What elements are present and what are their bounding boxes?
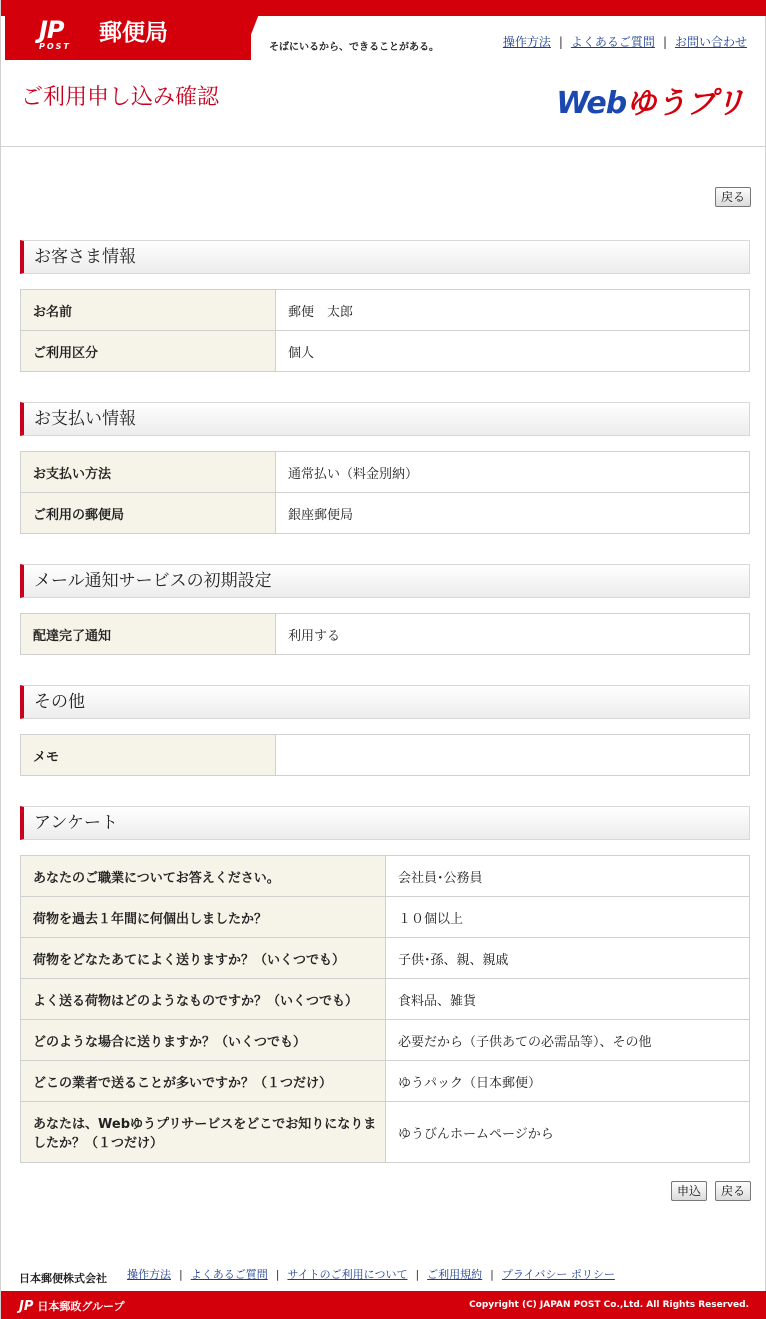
table-row xyxy=(21,938,750,979)
table-row xyxy=(21,856,750,897)
group-name: 日本郵政グループ xyxy=(37,1300,125,1313)
row-label: あなたのご職業についてお答えください。 xyxy=(21,856,386,897)
row-value: 通常払い（料金別納） xyxy=(276,452,750,493)
separator: | xyxy=(275,1268,280,1281)
table-row xyxy=(21,1020,750,1061)
row-label: 配達完了通知 xyxy=(21,614,276,655)
copyright: Copyright (C) JAPAN POST Co.,Ltd. All Rights Reserved. xyxy=(469,1300,749,1310)
table-row xyxy=(21,493,750,534)
mail-table xyxy=(20,613,750,655)
back-button-bottom[interactable]: 戻る xyxy=(715,1181,751,1201)
tagline: そばにいるから、できることがある。 xyxy=(269,42,439,53)
row-value: 個人 xyxy=(276,331,750,372)
separator: | xyxy=(558,35,563,49)
separator: | xyxy=(179,1268,183,1281)
row-label: 荷物をどなたあてによく送りますか？（いくつでも） xyxy=(21,938,386,979)
row-label: どこの業者で送ることが多いですか？（１つだけ） xyxy=(21,1061,386,1102)
separator: | xyxy=(415,1268,420,1281)
row-label: お支払い方法 xyxy=(21,452,276,493)
logo-name: 郵便局 xyxy=(99,20,168,46)
row-label: メモ xyxy=(21,735,276,776)
footer-link-faq[interactable]: よくあるご質問 xyxy=(190,1268,268,1281)
row-value: 利用する xyxy=(276,614,750,655)
table-row xyxy=(21,290,750,331)
apply-button[interactable]: 申込 xyxy=(671,1181,707,1201)
japan-post-group-logo xyxy=(19,1298,125,1314)
table-row xyxy=(21,897,750,938)
row-value: ゆうびんホームページから xyxy=(386,1102,750,1163)
footer-bar xyxy=(1,1291,766,1319)
jp-mark-icon: JP xyxy=(19,1299,34,1314)
footer-link-privacy[interactable]: プライバシー ポリシー xyxy=(501,1268,615,1281)
footer-link-site-usage[interactable]: サイトのご利用について xyxy=(287,1268,408,1281)
jp-post-logo-icon: JP xyxy=(39,16,64,44)
row-label: お名前 xyxy=(21,290,276,331)
table-row xyxy=(21,979,750,1020)
separator: | xyxy=(662,35,667,49)
brand-yupri: ゆうプリ xyxy=(626,86,745,121)
row-value: 子供･孫、親、親戚 xyxy=(386,938,750,979)
footer-links xyxy=(127,1266,615,1282)
table-row xyxy=(21,452,750,493)
table-row xyxy=(21,614,750,655)
payment-table xyxy=(20,451,750,534)
link-how-to[interactable]: 操作方法 xyxy=(502,35,551,49)
survey-table xyxy=(20,855,750,1163)
row-label: よく送る荷物はどのようなものですか？（いくつでも） xyxy=(21,979,386,1020)
row-label: あなたは、Webゆうプリサービスをどこでお知りになりましたか？（１つだけ） xyxy=(21,1102,386,1163)
table-row xyxy=(21,1061,750,1102)
separator: | xyxy=(490,1268,494,1281)
row-label: ご利用の郵便局 xyxy=(21,493,276,534)
row-value: 必要だから（子供あての必需品等）、その他 xyxy=(386,1020,750,1061)
section-title-customer: お客さま情報 xyxy=(20,240,750,274)
link-faq[interactable]: よくあるご質問 xyxy=(570,35,655,49)
row-value: 銀座郵便局 xyxy=(276,493,750,534)
page-title: ご利用申し込み確認 xyxy=(21,85,220,110)
row-label: どのような場合に送りますか？（いくつでも） xyxy=(21,1020,386,1061)
footer-company: 日本郵便株式会社 xyxy=(19,1272,107,1285)
link-contact[interactable]: お問い合わせ xyxy=(674,35,747,49)
row-value: 会社員･公務員 xyxy=(386,856,750,897)
row-value: 食料品、雑貨 xyxy=(386,979,750,1020)
table-row xyxy=(21,735,750,776)
web-yupri-logo xyxy=(556,84,745,124)
post-logo-text: POST xyxy=(39,42,71,51)
back-button-top[interactable]: 戻る xyxy=(715,187,751,207)
header-links xyxy=(503,33,747,50)
section-title-payment: お支払い情報 xyxy=(20,402,750,436)
section-title-other: その他 xyxy=(20,685,750,719)
footer-link-how-to[interactable]: 操作方法 xyxy=(127,1268,171,1281)
header-divider xyxy=(1,146,766,147)
row-label: ご利用区分 xyxy=(21,331,276,372)
customer-table xyxy=(20,289,750,372)
brand-web: Web xyxy=(556,86,627,121)
footer-link-terms[interactable]: ご利用規約 xyxy=(427,1268,483,1281)
table-row xyxy=(21,331,750,372)
row-value: 郵便 太郎 xyxy=(276,290,750,331)
table-row xyxy=(21,1102,750,1163)
row-label: 荷物を過去１年間に何個出しましたか？ xyxy=(21,897,386,938)
row-value: ゆうパック（日本郵便） xyxy=(386,1061,750,1102)
row-value xyxy=(276,735,750,776)
logo-slant xyxy=(241,14,259,60)
row-value: １０個以上 xyxy=(386,897,750,938)
section-title-survey: アンケート xyxy=(20,806,750,840)
other-table xyxy=(20,734,750,776)
section-title-mail: メール通知サービスの初期設定 xyxy=(20,564,750,598)
